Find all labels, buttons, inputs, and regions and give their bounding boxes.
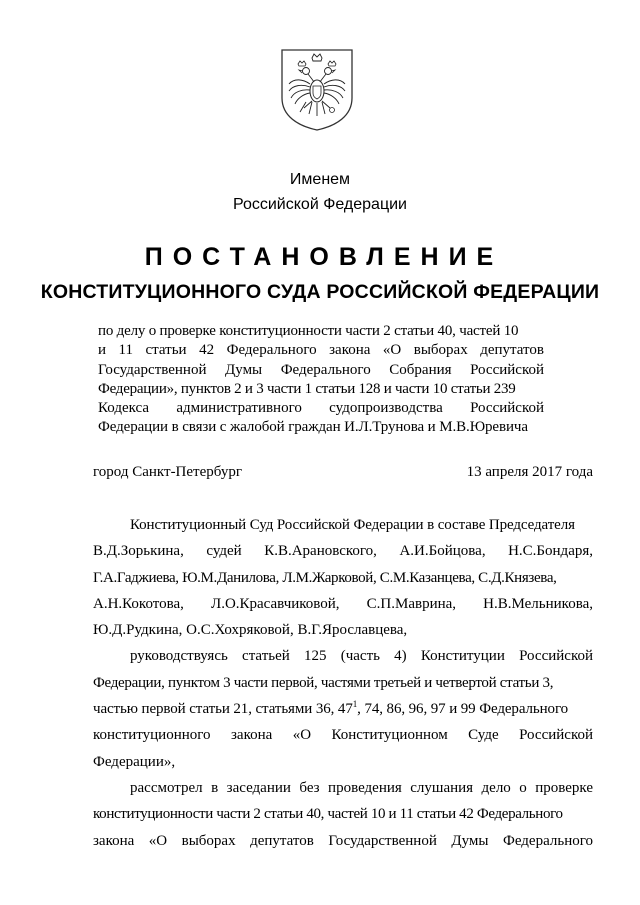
coat-of-arms-emblem xyxy=(276,46,358,132)
header-line-2: Российской Федерации xyxy=(233,196,407,213)
subject-line: Федерации в связи с жалобой граждан И.Л.Трунова и М.В.Юревича xyxy=(98,419,528,436)
body-line: Конституционный Суд Российской Федерации в составе Председателя xyxy=(130,517,575,533)
body-line: В.Д.Зорькина, судей К.В.Арановского, А.И.Бойцова, Н.С.Бондаря, xyxy=(93,543,593,560)
place-of-issue: город Санкт-Петербург xyxy=(93,464,242,480)
body-line: рассмотрел в заседании без проведения слушания дело о проверке xyxy=(130,779,593,796)
superscript: 1 xyxy=(352,699,358,710)
case-subject xyxy=(98,322,544,438)
subject-line: Государственной Думы Федерального Собрания Российской xyxy=(98,361,544,378)
body-line: Федерации, пунктом 3 части первой, частями третьей и четвертой статьи 3, xyxy=(93,674,554,691)
subject-line: по делу о проверке конституционности части 2 статьи 40, частей 10 xyxy=(98,323,519,339)
body-line xyxy=(93,696,593,722)
body-line: Г.А.Гаджиева, Ю.М.Данилова, Л.М.Жарковой, С.М.Казанцева, С.Д.Князева, xyxy=(93,569,557,586)
subject-line: и 11 статьи 42 Федерального закона «О выборах депутатов xyxy=(98,342,544,359)
body-line: конституционного закона «О Конституционном Суде Российской xyxy=(93,727,593,744)
body-line: руководствуясь статьей 125 (часть 4) Конституции Российской xyxy=(130,648,593,665)
document-title: ПОСТАНОВЛЕНИЕ xyxy=(144,243,504,271)
body-text-part: , 74, 86, 96, 97 и 99 Федерального xyxy=(357,701,569,718)
body-line: Ю.Д.Рудкина, О.С.Хохряковой, В.Г.Ярославцева, xyxy=(93,622,408,639)
header-line-1: Именем xyxy=(289,171,351,188)
body-line: конституционности части 2 статьи 40, частей 10 и 11 статьи 42 Федерального xyxy=(93,806,563,823)
subject-line: Кодекса административного судопроизводства Российской xyxy=(98,400,544,417)
subject-line: Федерации», пунктов 2 и 3 части 1 статьи 128 и части 10 статьи 239 xyxy=(98,380,516,397)
body-line: Федерации», xyxy=(93,753,176,770)
document-body xyxy=(93,512,593,854)
date-of-issue: 13 апреля 2017 года xyxy=(466,464,593,480)
document-subtitle: КОНСТИТУЦИОННОГО СУДА РОССИЙСКОЙ ФЕДЕРАЦИИ xyxy=(40,281,600,303)
body-line: закона «О выборах депутатов Государственной Думы Федерального xyxy=(93,832,593,849)
body-text-part: частью первой статьи 21, статьями 36, 47 xyxy=(93,701,353,718)
double-headed-eagle-icon xyxy=(276,46,358,132)
body-line: А.Н.Кокотова, Л.О.Красавчиковой, С.П.Маврина, Н.В.Мельникова, xyxy=(93,595,593,612)
